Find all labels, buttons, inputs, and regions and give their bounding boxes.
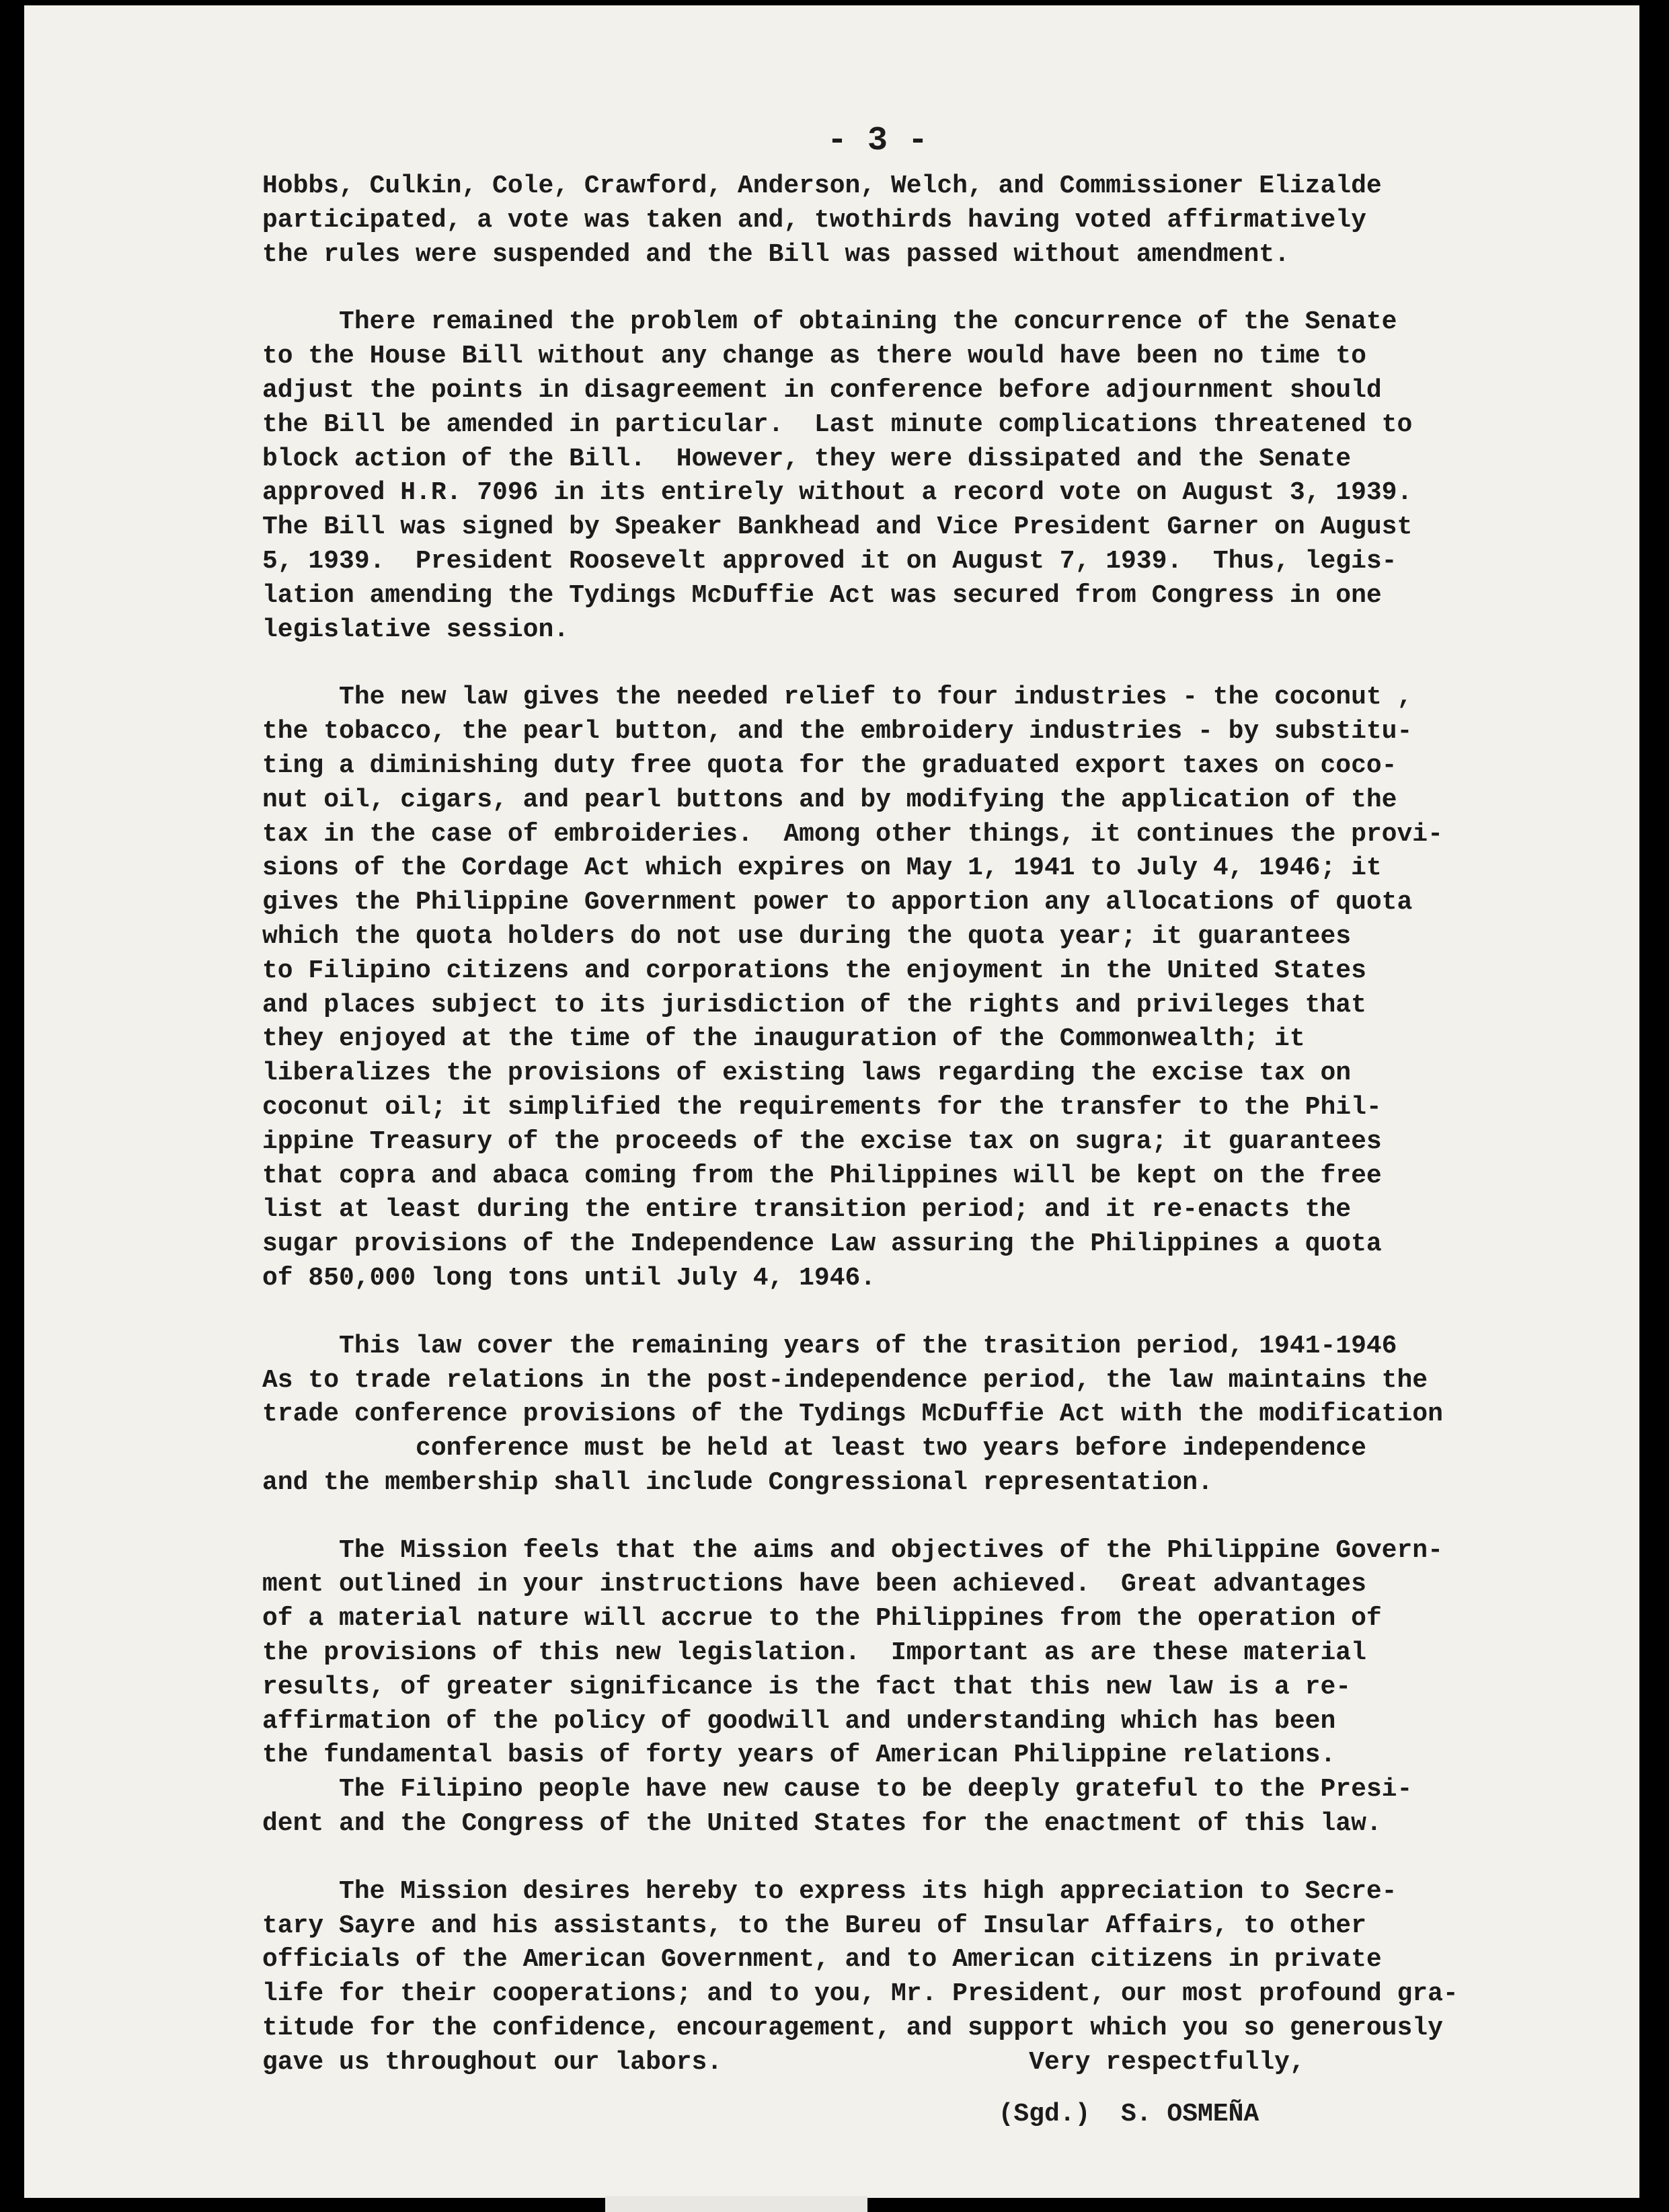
- text-line: approved H.R. 7096 in its entirely without a record vote on August 3, 1939.: [262, 478, 1413, 508]
- text-line: the rules were suspended and the Bill was passed without amendment.: [262, 239, 1290, 269]
- paragraph-senate-concurrence: [262, 305, 1580, 647]
- text-line: nut oil, cigars, and pearl buttons and by modifying the application of the: [262, 785, 1397, 814]
- text-line: sugar provisions of the Independence Law assuring the Philippines a quota: [262, 1229, 1382, 1259]
- text-line: ippine Treasury of the proceeds of the excise tax on sugra; it guarantees: [262, 1127, 1382, 1156]
- text-line: list at least during the entire transition period; and it re-enacts the: [262, 1195, 1352, 1225]
- text-line: The new law gives the needed relief to four industries - the coconut ,: [262, 683, 1413, 712]
- text-line: trade conference provisions of the Tydings McDuffie Act with the modification: [262, 1400, 1443, 1429]
- text-line: the Bill be amended in particular. Last minute complications threatened to: [262, 410, 1413, 439]
- text-line: ting a diminishing duty free quota for the graduated export taxes on coco-: [262, 751, 1397, 780]
- text-line: the fundamental basis of forty years of American Philippine relations.: [262, 1741, 1336, 1770]
- letter-body: [262, 121, 1580, 2131]
- text-line: of 850,000 long tons until July 4, 1946.: [262, 1263, 876, 1293]
- text-line: of a material nature will accrue to the Philippines from the operation of: [262, 1604, 1382, 1634]
- text-line: tax in the case of embroideries. Among other things, it continues the provi-: [262, 819, 1443, 849]
- text-line: that copra and abaca coming from the Philippines will be kept on the free: [262, 1161, 1382, 1190]
- text-line: tary Sayre and his assistants, to the Bureu of Insular Affairs, to other: [262, 1911, 1366, 1940]
- text-line: The Mission feels that the aims and objectives of the Philippine Govern-: [262, 1535, 1443, 1565]
- text-line: gave us throughout our labors. Very respectfully,: [262, 2047, 1305, 2077]
- page-number: - 3 -: [826, 122, 929, 160]
- scan-edge-tab: [605, 2196, 867, 2212]
- text-line: Hobbs, Culkin, Cole, Crawford, Anderson, Welch, and Commissioner Elizalde: [262, 171, 1382, 200]
- text-line: which the quota holders do not use during the quota year; it guarantees: [262, 921, 1352, 951]
- text-line: conference must be held at least two years before independence: [262, 1434, 1366, 1463]
- text-line: liberalizes the provisions of existing laws regarding the excise tax on: [262, 1059, 1352, 1088]
- paragraph-new-law-relief: [262, 681, 1580, 1295]
- text-line: coconut oil; it simplified the requirements for the transfer to the Phil-: [262, 1092, 1382, 1122]
- text-line: The Bill was signed by Speaker Bankhead and Vice President Garner on August: [262, 512, 1413, 542]
- paragraph-appreciation: [262, 1875, 1580, 2080]
- text-line: to Filipino citizens and corporations the enjoyment in the United States: [262, 956, 1366, 985]
- paragraph-trade-relations: [262, 1330, 1580, 1500]
- text-line: affirmation of the policy of goodwill and understanding which has been: [262, 1706, 1336, 1736]
- text-line: As to trade relations in the post-independence period, the law maintains the: [262, 1365, 1428, 1395]
- text-line: and the membership shall include Congressional representation.: [262, 1467, 1213, 1497]
- text-line: lation amending the Tydings McDuffie Act was secured from Congress in one: [262, 580, 1382, 610]
- signature-block: [262, 2098, 1580, 2132]
- text-line: This law cover the remaining years of the trasition period, 1941-1946: [262, 1331, 1397, 1361]
- text-line: life for their cooperations; and to you, Mr. President, our most profound gra-: [262, 1979, 1459, 2009]
- text-line: officials of the American Government, and to American citizens in private: [262, 1945, 1382, 1975]
- paragraph-continuation: [262, 169, 1580, 272]
- text-line: results, of greater significance is the fact that this new law is a re-: [262, 1672, 1352, 1702]
- text-line: the tobacco, the pearl button, and the embroidery industries - by substitu-: [262, 717, 1413, 747]
- text-line: block action of the Bill. However, they were dissipated and the Senate: [262, 444, 1352, 473]
- text-line: titude for the confidence, encouragement, and support which you so generously: [262, 2014, 1443, 2043]
- text-line: ment outlined in your instructions have been achieved. Great advantages: [262, 1570, 1366, 1599]
- text-line: 5, 1939. President Roosevelt approved it on August 7, 1939. Thus, legis-: [262, 546, 1397, 576]
- text-line: they enjoyed at the time of the inauguration of the Commonwealth; it: [262, 1024, 1305, 1054]
- text-line: adjust the points in disagreement in conference before adjournment should: [262, 375, 1382, 405]
- text-line: There remained the problem of obtaining the concurrence of the Senate: [262, 307, 1397, 337]
- text-line: the provisions of this new legislation. Important as are these material: [262, 1638, 1366, 1668]
- text-line: sions of the Cordage Act which expires on May 1, 1941 to July 4, 1946; it: [262, 853, 1382, 883]
- text-line: and places subject to its jurisdiction of the rights and privileges that: [262, 990, 1366, 1020]
- text-line: The Filipino people have new cause to be deeply grateful to the Presi-: [262, 1775, 1413, 1804]
- text-line: dent and the Congress of the United States for the enactment of this law.: [262, 1809, 1382, 1839]
- text-line: participated, a vote was taken and, twothirds having voted affirmatively: [262, 205, 1366, 235]
- paragraph-mission-aims: [262, 1534, 1580, 1841]
- signature-line: (Sgd.) S. OSMEÑA: [262, 2099, 1259, 2129]
- text-line: to the House Bill without any change as there would have been no time to: [262, 342, 1366, 371]
- text-line: The Mission desires hereby to express its high appreciation to Secre-: [262, 1876, 1397, 1906]
- text-line: legislative session.: [262, 615, 570, 644]
- text-line: gives the Philippine Government power to apportion any allocations of quota: [262, 888, 1413, 917]
